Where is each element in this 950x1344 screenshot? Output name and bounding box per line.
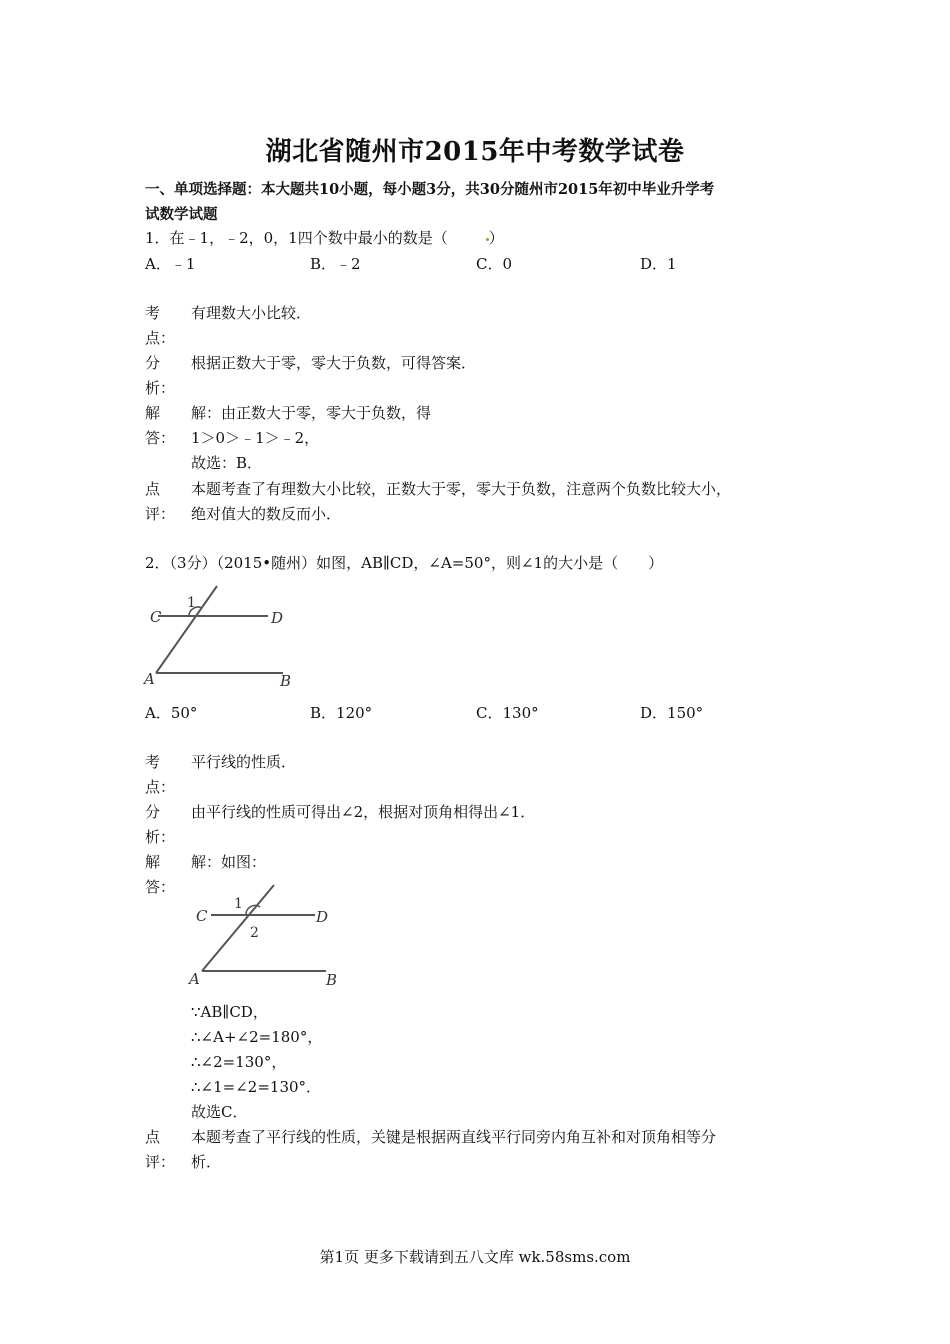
q1-dianping-label-2: 评： xyxy=(145,505,176,523)
label-b: B xyxy=(326,971,338,989)
label-angle1: 1 xyxy=(187,595,196,611)
q2-stem: 2．（3分）（2015•随州）如图，AB∥CD，∠A=50°，则∠1的大小是（ ） xyxy=(145,554,664,572)
q2-jieda-line5: 故选C． xyxy=(191,1103,248,1121)
q1-kaodian: 有理数大小比较． xyxy=(191,304,312,322)
label-angle1: 1 xyxy=(234,896,243,912)
q2-option-c: C．130° xyxy=(476,704,539,722)
q2-fenxi: 由平行线的性质可得出∠2，根据对顶角相得出∠1． xyxy=(191,803,536,821)
q2-dianping-label-2: 评： xyxy=(145,1153,176,1171)
q2-jieda-label-2: 答： xyxy=(145,878,176,896)
q2-dianping-line2: 析． xyxy=(191,1153,222,1171)
q1-option-d: D．1 xyxy=(640,255,677,273)
section-heading-line2: 试数学试题 xyxy=(145,206,218,223)
q2-option-b: B．120° xyxy=(310,704,373,722)
q2-jieda-label-1: 解 xyxy=(145,853,161,871)
q1-kaodian-label-2: 点： xyxy=(145,329,176,347)
q2-kaodian: 平行线的性质． xyxy=(191,753,297,771)
q2-solution-figure xyxy=(185,880,350,992)
q1-jieda-line3: 故选：B． xyxy=(191,454,263,472)
q2-option-d: D．150° xyxy=(640,704,704,722)
q2-fenxi-label-1: 分 xyxy=(145,803,161,821)
q1-jieda-label-2: 答： xyxy=(145,429,176,447)
q2-option-a: A．50° xyxy=(145,704,198,722)
q2-jieda-line2: ∴∠A+∠2=180°， xyxy=(191,1028,323,1046)
q1-fenxi: 根据正数大于零，零大于负数，可得答案． xyxy=(191,354,477,372)
q1-fenxi-label-2: 析： xyxy=(145,379,176,397)
page-footer: 第1页 更多下载请到五八文库 wk.58sms.com xyxy=(319,1248,631,1266)
q1-dianping-line1: 本题考查了有理数大小比较，正数大于零，零大于负数，注意两个负数比较大小， xyxy=(191,480,732,498)
q2-dianping-line1: 本题考查了平行线的性质，关键是根据两直线平行同旁内角互补和对顶角相等分 xyxy=(191,1128,717,1146)
q1-stem-close: ） xyxy=(488,229,504,247)
q1-dianping-line2: 绝对值大的数反而小． xyxy=(191,505,342,523)
q1-jieda-line1: 解：由正数大于零，零大于负数，得 xyxy=(191,404,432,422)
q1-jieda-line2: 1＞0＞﹣1＞﹣2， xyxy=(191,429,320,447)
q1-fenxi-label-1: 分 xyxy=(145,354,161,372)
q2-jieda-line4: ∴∠1=∠2=130°． xyxy=(191,1078,322,1096)
q1-option-c: C．0 xyxy=(476,255,513,273)
q2-jieda-line3: ∴∠2=130°， xyxy=(191,1053,287,1071)
label-d: D xyxy=(271,609,284,627)
label-b: B xyxy=(280,672,292,690)
q2-fenxi-label-2: 析： xyxy=(145,828,176,846)
q2-dianping-label-1: 点 xyxy=(145,1128,161,1146)
q1-option-a: A．﹣1 xyxy=(145,255,196,273)
label-a: A xyxy=(144,670,155,688)
q1-stem xyxy=(145,227,504,248)
q2-kaodian-label-1: 考 xyxy=(145,753,161,771)
label-a: A xyxy=(189,970,200,988)
q2-figure xyxy=(140,582,300,692)
label-d: D xyxy=(316,908,329,926)
section-heading-line1: 一、单项选择题：本大题共10小题，每小题3分，共30分随州市2015年初中毕业升学考 xyxy=(145,181,715,198)
page-title: 湖北省随州市2015年中考数学试卷 xyxy=(265,137,685,167)
q2-jieda-line1: ∵AB∥CD， xyxy=(191,1003,268,1021)
q1-stem-text: 1．在﹣1，﹣2，0，1四个数中最小的数是（ xyxy=(145,229,448,247)
q1-kaodian-label-1: 考 xyxy=(145,304,161,322)
q2-kaodian-label-2: 点： xyxy=(145,778,176,796)
label-angle2: 2 xyxy=(250,925,259,941)
q1-jieda-label-1: 解 xyxy=(145,404,161,422)
q2-jieda-intro: 解：如图： xyxy=(191,853,267,871)
label-c: C xyxy=(150,608,162,626)
label-c: C xyxy=(196,907,208,925)
q1-dianping-label-1: 点 xyxy=(145,480,161,498)
q1-option-b: B．﹣2 xyxy=(310,255,361,273)
